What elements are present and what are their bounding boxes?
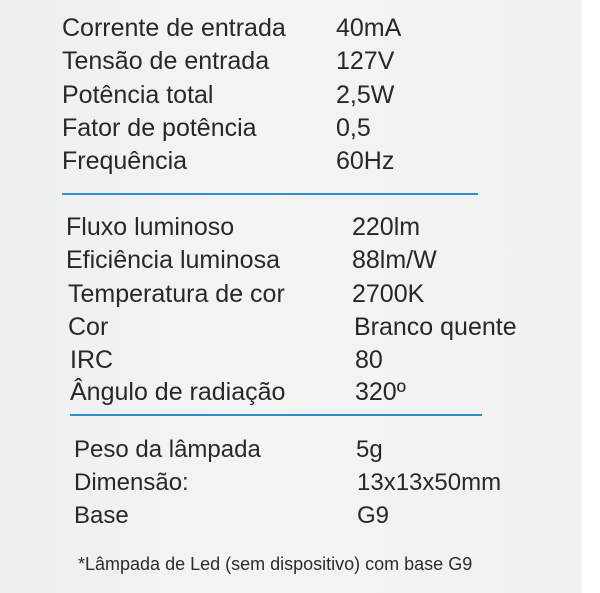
spec-row-frequency xyxy=(0,145,580,177)
spec-label: Temperatura de cor xyxy=(68,280,285,308)
spec-label: Ângulo de radiação xyxy=(70,378,286,406)
spec-label: Base xyxy=(74,502,129,529)
spec-row-beam-angle xyxy=(0,376,580,408)
spec-row-dimension xyxy=(0,467,580,499)
spec-value: 40mA xyxy=(336,14,402,42)
spec-value: 220lm xyxy=(352,213,421,241)
spec-label: Eficiência luminosa xyxy=(66,246,280,274)
spec-value: 60Hz xyxy=(336,147,395,175)
spec-value: 2700K xyxy=(352,280,425,308)
spec-label: Fluxo luminoso xyxy=(66,213,235,241)
spec-label: Corrente de entrada xyxy=(62,14,286,42)
spec-row-cri xyxy=(0,344,580,376)
spec-row-color xyxy=(0,311,580,343)
footnote: *Lâmpada de Led (sem dispositivo) com base G9 xyxy=(78,554,473,574)
spec-label: Cor xyxy=(68,313,109,341)
spec-row-weight xyxy=(0,434,580,466)
spec-row-base xyxy=(0,500,580,532)
spec-row-luminous-flux xyxy=(0,211,580,243)
spec-row-power-factor xyxy=(0,112,580,144)
spec-row-total-power xyxy=(0,79,580,111)
spec-value: 80 xyxy=(355,346,383,374)
spec-value: 2,5W xyxy=(336,81,395,109)
spec-value: 88lm/W xyxy=(352,246,437,274)
spec-row-color-temperature xyxy=(0,278,580,310)
spec-label: Dimensão: xyxy=(74,469,189,496)
spec-value: 13x13x50mm xyxy=(357,469,502,496)
spec-label: Fator de potência xyxy=(62,114,257,142)
spec-label: IRC xyxy=(70,346,114,374)
spec-row-input-current xyxy=(0,12,580,44)
spec-label: Potência total xyxy=(62,81,214,109)
spec-value: 127V xyxy=(336,47,395,75)
spec-label: Frequência xyxy=(62,147,188,175)
spec-row-luminous-efficiency xyxy=(0,244,580,276)
spec-value: 320º xyxy=(355,378,406,406)
spec-label: Peso da lâmpada xyxy=(74,436,261,463)
section-divider xyxy=(62,193,478,195)
spec-value: Branco quente xyxy=(354,313,517,341)
spec-value: 5g xyxy=(356,436,383,463)
spec-value: G9 xyxy=(357,502,390,529)
section-divider xyxy=(70,414,482,416)
spec-value: 0,5 xyxy=(336,114,371,142)
spec-row-input-voltage xyxy=(0,45,580,77)
spec-label: Tensão de entrada xyxy=(62,47,270,75)
